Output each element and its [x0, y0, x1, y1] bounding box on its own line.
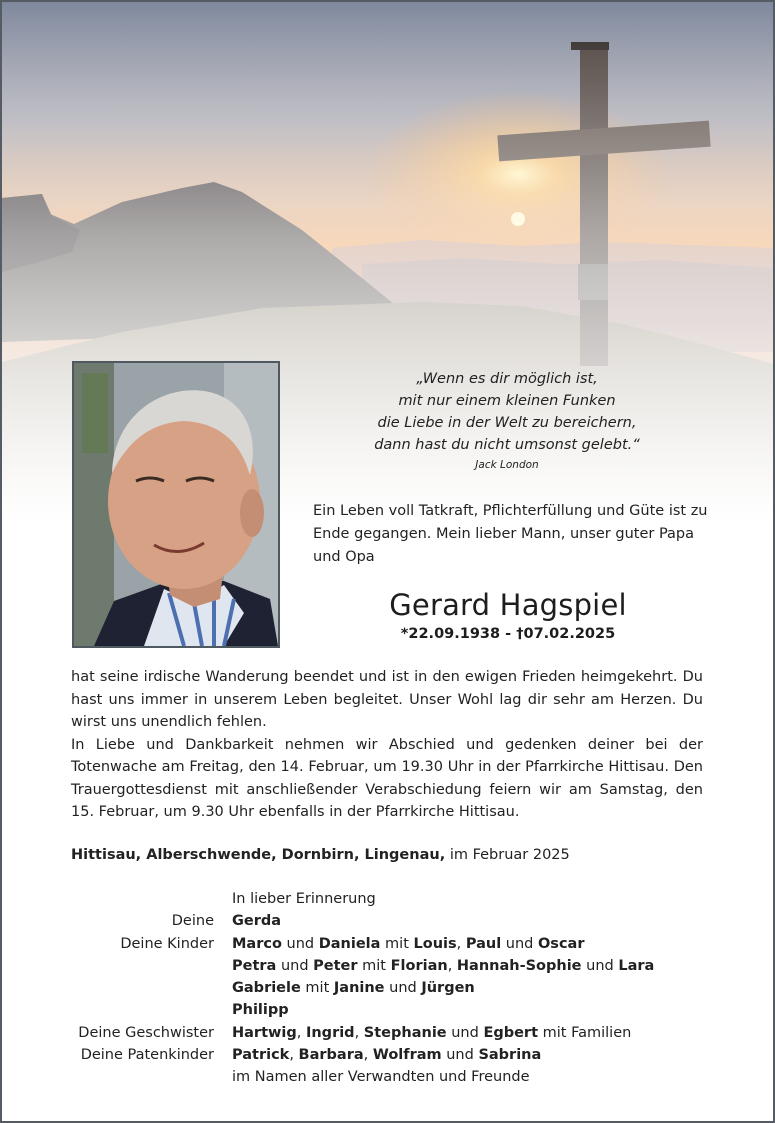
mourner-names — [232, 977, 702, 999]
mourner-name: Hartwig — [232, 1024, 297, 1041]
mourner-label — [42, 999, 232, 1021]
mourner-connector: und — [581, 957, 619, 974]
mourner-name: Sabrina — [478, 1047, 542, 1064]
mourner-names — [232, 933, 702, 955]
mourner-name: Petra — [232, 957, 277, 974]
mourner-connector: und — [384, 980, 422, 997]
quote-line: dann hast du nicht umsonst gelebt.“ — [374, 437, 640, 453]
mourner-connector: und — [276, 957, 314, 974]
places-towns: Hittisau, Alberschwende, Dornbirn, Lingenau, — [71, 847, 446, 863]
mourner-connector: und — [501, 935, 538, 952]
mourner-connector: , — [354, 1024, 364, 1041]
mourner-label — [42, 977, 232, 999]
mourner-name: Daniela — [318, 935, 381, 952]
mourner-label: Deine Patenkinder — [80, 1047, 214, 1064]
places-line — [71, 844, 711, 866]
places-date: im Februar 2025 — [449, 847, 570, 863]
mourner-row — [42, 1022, 702, 1044]
mourner-connector: mit Familien — [538, 1024, 632, 1041]
mourner-name: Patrick — [232, 1047, 290, 1064]
mourner-name: Ingrid — [305, 1024, 355, 1041]
mourners-list — [42, 888, 702, 1089]
mourner-names — [232, 999, 702, 1021]
mourner-row — [42, 1066, 702, 1088]
mourner-row — [42, 1044, 702, 1066]
mourner-name: Janine — [333, 980, 385, 997]
mourner-connector: mit — [300, 980, 334, 997]
mourner-row — [42, 933, 702, 955]
mourner-connector: im Namen aller Verwandten und Freunde — [232, 1069, 530, 1086]
mourner-label: Deine Geschwister — [78, 1024, 214, 1041]
quote-author: Jack London — [475, 459, 539, 471]
mourner-connector: , — [447, 957, 457, 974]
mourner-label — [42, 955, 232, 977]
mourner-connector: mit — [380, 935, 414, 952]
mourner-name: Lara — [618, 957, 655, 974]
mourners-heading: In lieber Erinnerung — [232, 891, 376, 907]
body-paragraph: hat seine irdische Wanderung beendet und ist in den ewigen Frieden heimgekehrt. Du hast uns immer in unserem Leben begleitet. Unser Wohl lag dir sehr am Herzen. Du wirst uns unendlich fehlen. — [71, 669, 703, 730]
mourner-name: Wolfram — [372, 1047, 442, 1064]
mourner-label: Deine Kinder — [120, 935, 214, 952]
mourner-name: Hannah-Sophie — [456, 957, 582, 974]
mourner-name: Oscar — [537, 935, 585, 952]
mourner-name: Marco — [232, 935, 282, 952]
quote-line: mit nur einem kleinen Funken — [398, 393, 616, 409]
mourner-connector: , — [363, 1047, 373, 1064]
mourner-connector: , — [289, 1047, 299, 1064]
quote-line: die Liebe in der Welt zu bereichern, — [377, 415, 637, 431]
portrait-photo — [72, 361, 280, 648]
mourner-name: Jürgen — [421, 980, 475, 997]
mourner-name: Peter — [313, 957, 358, 974]
mourner-names — [232, 1044, 702, 1066]
mourner-label — [42, 1066, 232, 1088]
quote-line: „Wenn es dir möglich ist, — [416, 371, 598, 387]
mourner-name: Egbert — [483, 1024, 539, 1041]
mourner-label: Deine — [171, 913, 214, 930]
life-dates: *22.09.1938 - †07.02.2025 — [400, 626, 616, 642]
mourner-name: Louis — [413, 935, 457, 952]
mourner-connector: , — [296, 1024, 306, 1041]
body-paragraph: In Liebe und Dankbarkeit nehmen wir Abschied und gedenken deiner bei der Totenwache am Freitag, den 14. Februar, um 19.30 Uhr in der Pfarrkirche Hittisau. Den Trauergottesdienst mit anschließender Verabschiedung feiern wir am Samstag, den 15. Februar, um 9.30 Uhr ebenfalls in der Pfarrkirche Hittisau. — [71, 736, 703, 820]
intro-text: Ein Leben voll Tatkraft, Pflichterfüllung und Güte ist zu Ende gegangen. Mein lieber Mann, unser guter Papa und Opa — [313, 503, 708, 565]
mourner-connector: und — [441, 1047, 479, 1064]
mourner-name: Paul — [465, 935, 502, 952]
mourner-names — [232, 1066, 702, 1088]
mourner-connector: mit — [357, 957, 391, 974]
quote-block — [302, 368, 712, 472]
mourner-names — [232, 910, 702, 932]
mourner-row — [42, 910, 702, 932]
mourner-label — [42, 888, 232, 910]
mourner-connector: und — [281, 935, 319, 952]
mourner-name: Philipp — [232, 1002, 289, 1019]
mourner-connector: , — [456, 935, 466, 952]
mourner-row — [42, 955, 702, 977]
mourners-heading-row — [42, 888, 702, 910]
obituary-body — [71, 666, 703, 824]
mourner-names — [232, 1022, 702, 1044]
mourner-name: Gabriele — [232, 980, 301, 997]
mourner-name: Gerda — [232, 913, 282, 930]
mourner-connector: und — [446, 1024, 484, 1041]
mourner-row — [42, 999, 702, 1021]
mourner-name: Barbara — [298, 1047, 364, 1064]
mourner-name: Florian — [390, 957, 448, 974]
mourner-names — [232, 955, 702, 977]
mourner-name: Stephanie — [363, 1024, 447, 1041]
deceased-name: Gerard Hagspiel — [389, 588, 627, 622]
mourner-row — [42, 977, 702, 999]
